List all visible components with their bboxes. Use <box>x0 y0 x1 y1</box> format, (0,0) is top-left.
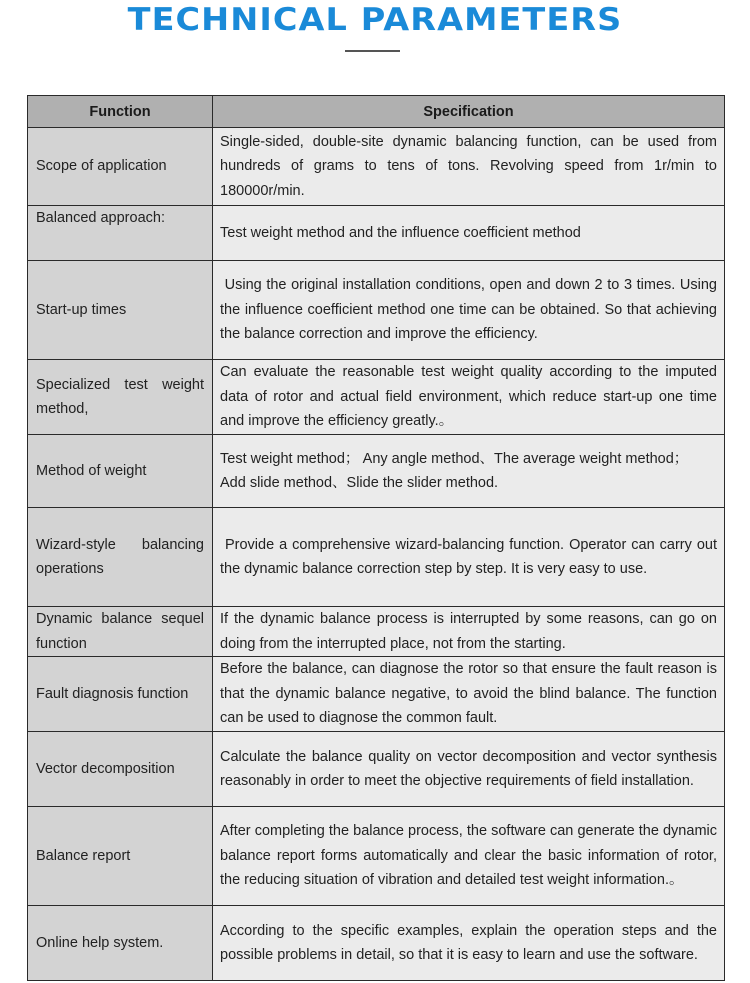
table-row <box>28 906 725 981</box>
table-header-row <box>28 96 725 128</box>
technical-parameters-table <box>27 95 725 981</box>
page-title: TECHNICAL PARAMETERS <box>127 2 623 38</box>
table-row <box>28 607 725 657</box>
function-cell: Online help system. <box>28 906 213 981</box>
function-cell: Dynamic balance sequel function <box>28 607 213 657</box>
column-header-specification: Specification <box>213 96 725 128</box>
function-cell: Balanced approach: <box>28 206 213 261</box>
title-divider <box>345 50 400 52</box>
function-cell: Wizard-style balancing operations <box>28 508 213 607</box>
table-row <box>28 360 725 435</box>
table-row <box>28 657 725 732</box>
table-row <box>28 435 725 508</box>
function-cell: Scope of application <box>28 128 213 206</box>
column-header-function: Function <box>28 96 213 128</box>
specification-cell: Can evaluate the reasonable test weight quality according to the imputed data of rotor and actual field environment, which reduce start-up one time and improve the efficiency greatly.。 <box>213 360 725 435</box>
table-row <box>28 206 725 261</box>
specification-cell: After completing the balance process, the software can generate the dynamic balance report forms automatically and clear the basic information of rotor, the reducing situation of vibration and detailed test weight information.。 <box>213 807 725 906</box>
function-cell: Start-up times <box>28 261 213 360</box>
table-row <box>28 128 725 206</box>
function-cell: Fault diagnosis function <box>28 657 213 732</box>
specification-cell: Test weight method and the influence coefficient method <box>213 206 725 261</box>
function-cell: Vector decomposition <box>28 732 213 807</box>
table-row <box>28 732 725 807</box>
specification-cell: If the dynamic balance process is interrupted by some reasons, can go on doing from the interrupted place, not from the starting. <box>213 607 725 657</box>
table-row <box>28 807 725 906</box>
specification-cell: Test weight method； Any angle method、The average weight method； Add slide method、Slide the slider method. <box>213 435 725 508</box>
function-cell: Balance report <box>28 807 213 906</box>
function-cell: Specialized test weight method, <box>28 360 213 435</box>
specification-cell: According to the specific examples, explain the operation steps and the possible problems in detail, so that it is easy to learn and use the software. <box>213 906 725 981</box>
table-row <box>28 261 725 360</box>
specification-cell: Before the balance, can diagnose the rotor so that ensure the fault reason is that the dynamic balance negative, to avoid the blind balance. The function can be used to diagnose the common fault. <box>213 657 725 732</box>
specification-cell: Calculate the balance quality on vector decomposition and vector synthesis reasonably in order to meet the objective requirements of field installation. <box>213 732 725 807</box>
specification-cell: Using the original installation conditions, open and down 2 to 3 times. Using the influence coefficient method one time can be obtained. So that achieving the balance correction and improve the efficiency. <box>213 261 725 360</box>
specification-cell: Provide a comprehensive wizard-balancing function. Operator can carry out the dynamic balance correction step by step. It is very easy to use. <box>213 508 725 607</box>
function-cell: Method of weight <box>28 435 213 508</box>
table-row <box>28 508 725 607</box>
specification-cell: Single-sided, double-site dynamic balancing function, can be used from hundreds of grams to tens of tons. Revolving speed from 1r/min to 180000r/min. <box>213 128 725 206</box>
